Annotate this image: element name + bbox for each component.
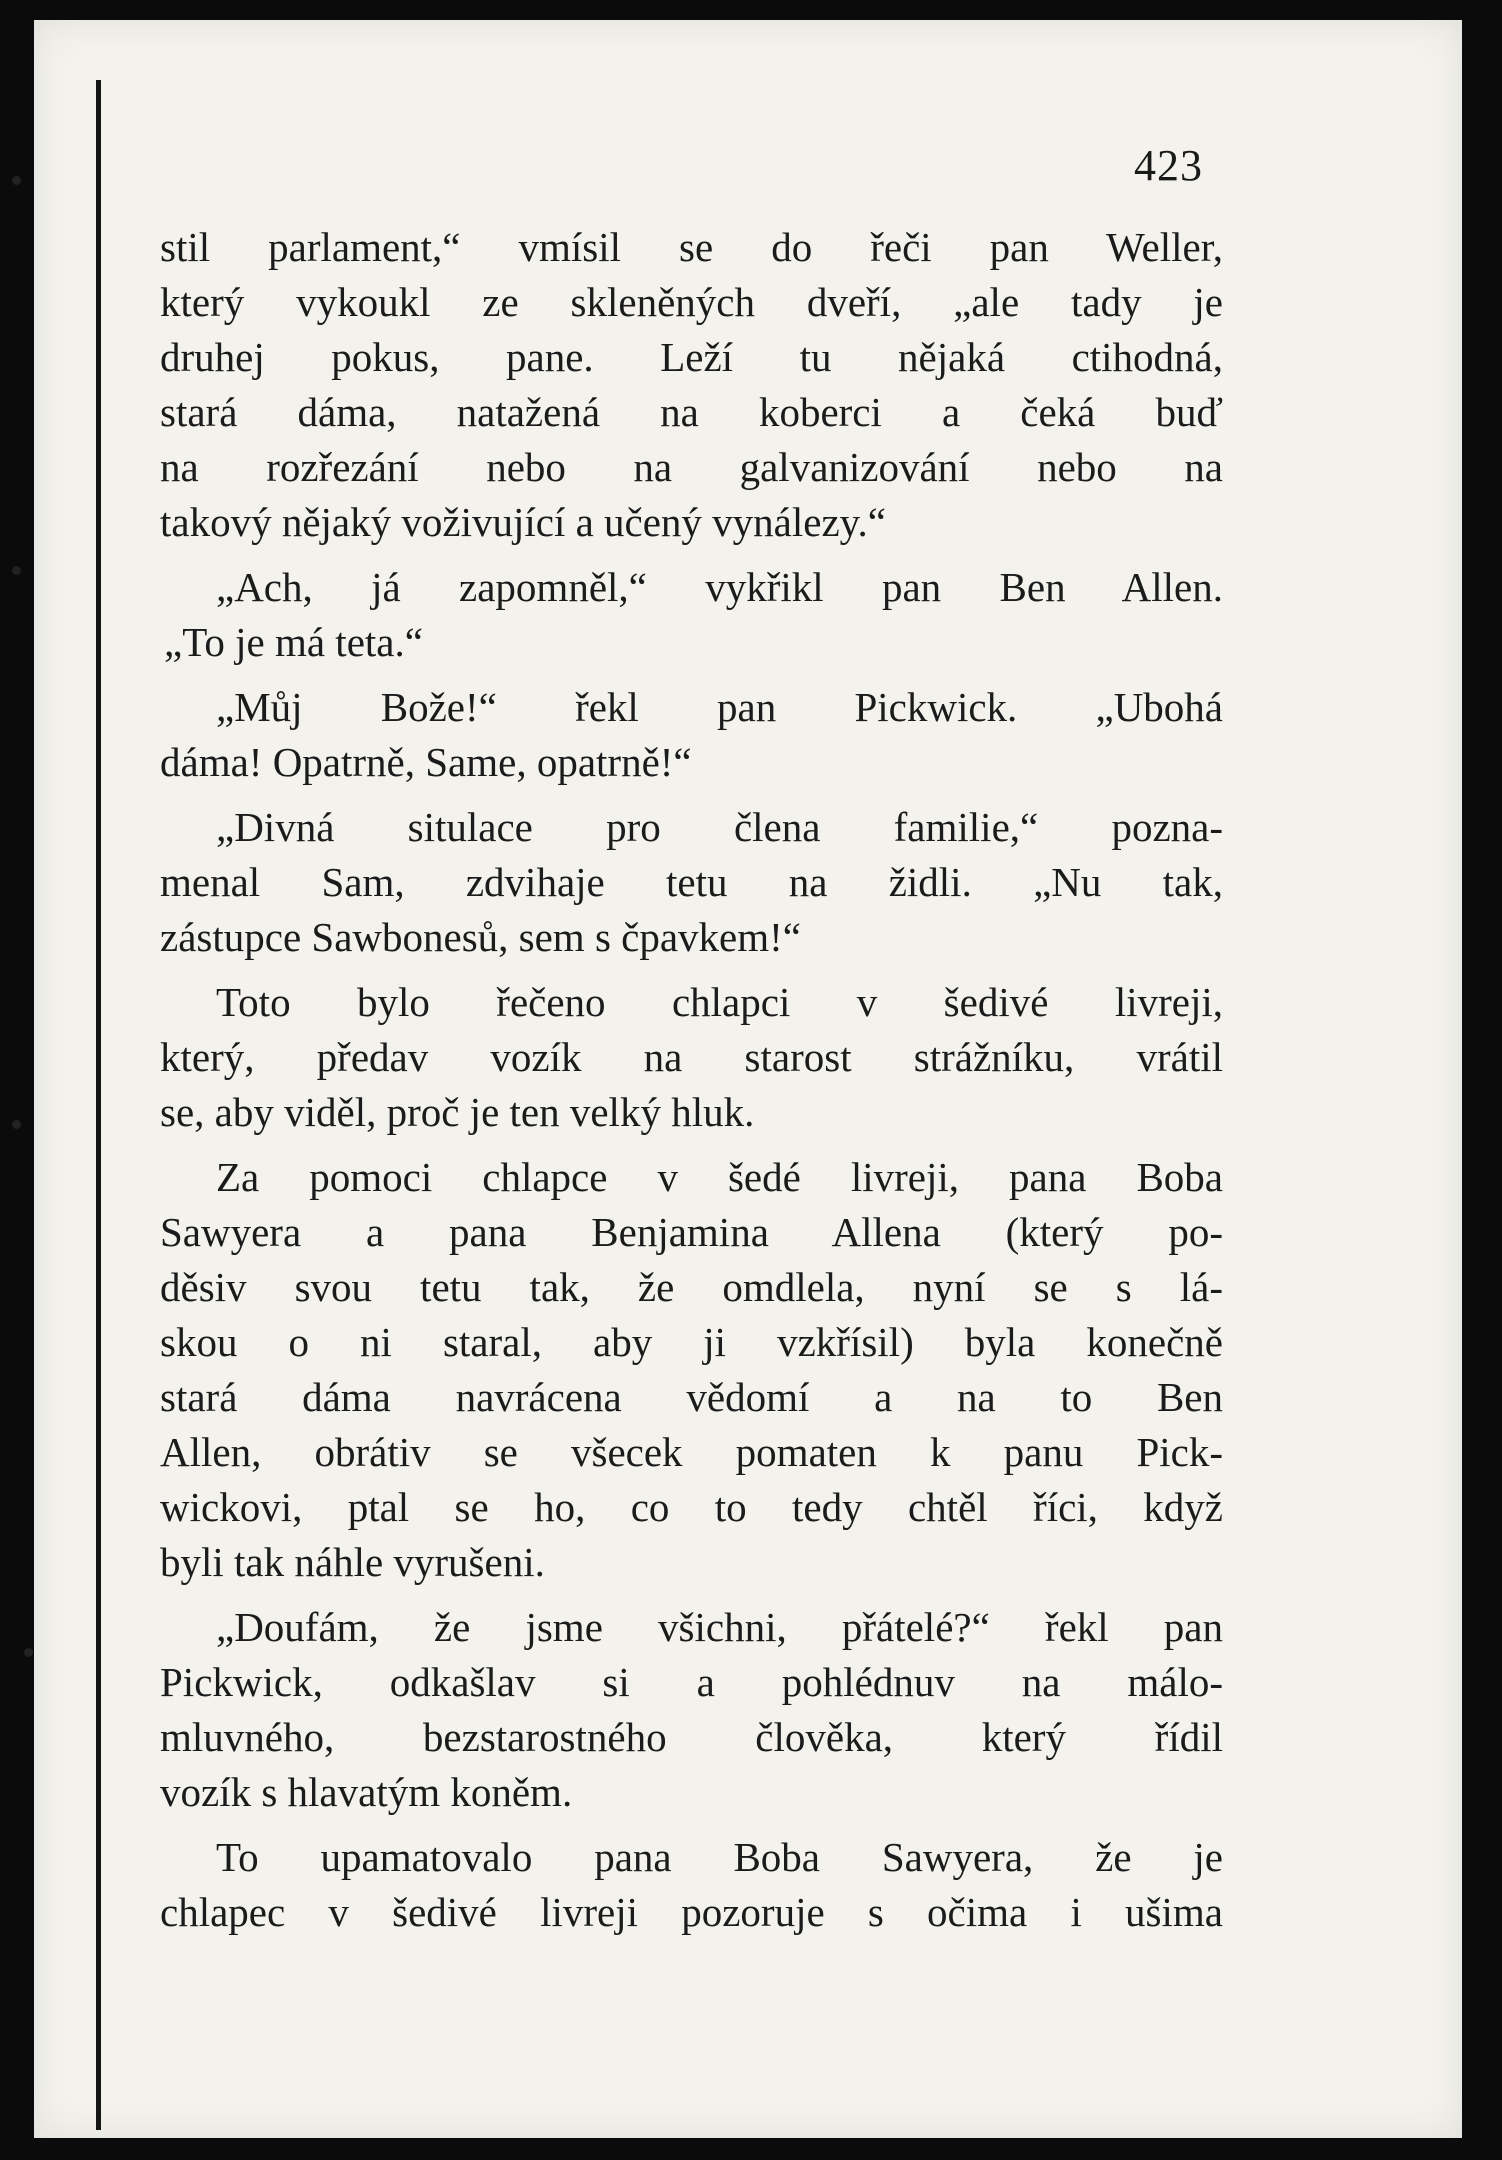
paragraph bbox=[160, 1150, 1223, 1205]
paragraph bbox=[160, 1830, 1223, 1885]
text-line: Sawyera a pana Benjamina Allena (který po- bbox=[160, 1209, 1223, 1255]
paragraph-continuation bbox=[160, 1655, 1223, 1820]
paragraph bbox=[160, 220, 1223, 550]
page-edge-line bbox=[96, 80, 101, 2130]
text-line: menal Sam, zdvihaje tetu na židli. „Nu tak, bbox=[160, 859, 1223, 905]
margin-mark bbox=[24, 1648, 33, 1657]
text-line: stará dáma, natažená na koberci a čeká buď bbox=[160, 389, 1223, 435]
text-line: skou o ni staral, aby ji vzkřísil) byla konečně bbox=[160, 1319, 1223, 1365]
text-line: stil parlament,“ vmísil se do řeči pan Weller, bbox=[160, 224, 1223, 270]
text-line: wickovi, ptal se ho, co to tedy chtěl říci, když bbox=[160, 1484, 1223, 1530]
paragraph-continuation bbox=[160, 1205, 1223, 1590]
text-line: „To je má teta.“ bbox=[164, 619, 423, 665]
paragraph-continuation bbox=[160, 1885, 1223, 1940]
text-line: Pickwick, odkašlav si a pohlédnuv na málo- bbox=[160, 1659, 1223, 1705]
paragraph-continuation bbox=[160, 1030, 1223, 1140]
text-line: se, aby viděl, proč je ten velký hluk. bbox=[160, 1089, 755, 1135]
text-line: který, předav vozík na starost strážníku, vrátil bbox=[160, 1034, 1223, 1080]
text-line: „Doufám, že jsme všichni, přátelé?“ řekl pan bbox=[216, 1604, 1223, 1650]
text-line: byli tak náhle vyrušeni. bbox=[160, 1539, 545, 1585]
text-line: Allen, obrátiv se všecek pomaten k panu Pick- bbox=[160, 1429, 1223, 1475]
text-line: druhej pokus, pane. Leží tu nějaká ctihodná, bbox=[160, 334, 1223, 380]
paragraph bbox=[160, 975, 1223, 1030]
text-line: děsiv svou tetu tak, že omdlela, nyní se s lá- bbox=[160, 1264, 1223, 1310]
text-line: takový nějaký voživující a učený vynálezy.“ bbox=[160, 499, 886, 545]
text-line: který vykoukl ze skleněných dveří, „ale tady je bbox=[160, 279, 1223, 325]
text-line: „Divná situlace pro člena familie,“ pozna- bbox=[216, 804, 1223, 850]
text-line: mluvného, bezstarostného člověka, který řídil bbox=[160, 1714, 1223, 1760]
text-line: vozík s hlavatým koněm. bbox=[160, 1769, 573, 1815]
text-line: To upamatovalo pana Boba Sawyera, že je bbox=[216, 1834, 1223, 1880]
text-line: na rozřezání nebo na galvanizování nebo na bbox=[160, 444, 1223, 490]
margin-mark bbox=[12, 176, 21, 185]
text-line: stará dáma navrácena vědomí a na to Ben bbox=[160, 1374, 1223, 1420]
margin-mark bbox=[12, 1120, 21, 1129]
text-line: „Můj Bože!“ řekl pan Pickwick. „Ubohá bbox=[216, 684, 1223, 730]
paragraph bbox=[160, 680, 1223, 735]
book-page bbox=[34, 20, 1462, 2138]
text-line: chlapec v šedivé livreji pozoruje s očima i ušima bbox=[160, 1889, 1223, 1935]
paragraph bbox=[160, 560, 1223, 615]
body-text bbox=[160, 220, 1223, 1940]
paragraph-continuation bbox=[160, 615, 1223, 670]
text-line: Za pomoci chlapce v šedé livreji, pana Boba bbox=[216, 1154, 1223, 1200]
paragraph bbox=[160, 800, 1223, 855]
text-line: „Ach, já zapomněl,“ vykřikl pan Ben Allen. bbox=[216, 564, 1223, 610]
text-line: dáma! Opatrně, Same, opatrně!“ bbox=[160, 739, 692, 785]
page-number: 423 bbox=[1134, 141, 1203, 190]
paragraph-continuation bbox=[160, 735, 1223, 790]
paragraph-continuation bbox=[160, 855, 1223, 965]
paragraph bbox=[160, 1600, 1223, 1655]
text-line: zástupce Sawbonesů, sem s čpavkem!“ bbox=[160, 914, 801, 960]
text-line: Toto bylo řečeno chlapci v šedivé livreji, bbox=[216, 979, 1223, 1025]
margin-mark bbox=[12, 566, 21, 575]
